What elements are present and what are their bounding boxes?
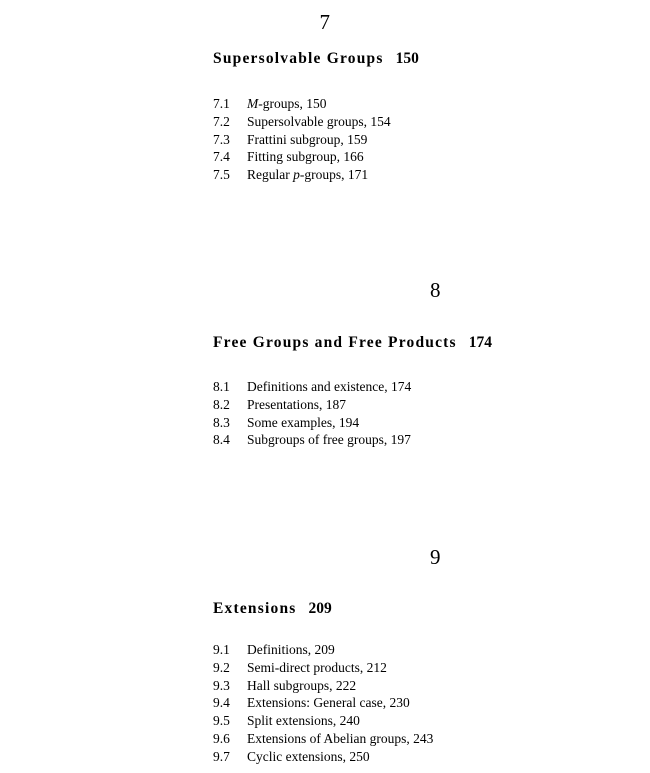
toc-list-7 — [213, 95, 391, 184]
toc-label-pre: Split extensions, 240 — [247, 713, 360, 729]
chapter-title-page-7: 150 — [395, 50, 419, 67]
toc-label-pre: Hall subgroups, 222 — [247, 677, 357, 693]
chapter-title-9 — [213, 600, 332, 618]
toc-label-pre: Some examples, 194 — [247, 414, 360, 430]
toc-label-pre: Semi-direct products, 212 — [247, 659, 387, 675]
toc-entry-label — [247, 659, 387, 677]
toc-entry-number: 9.1 — [213, 642, 230, 657]
toc-entry-label — [247, 396, 346, 414]
toc-label-post: -groups, 171 — [299, 167, 369, 183]
chapter-title-text-9: Extensions — [213, 600, 297, 617]
toc-list-9 — [213, 641, 433, 766]
toc-entry-label — [247, 431, 411, 449]
toc-entry-label — [247, 95, 327, 113]
toc-label-pre: Definitions, 209 — [247, 642, 335, 657]
toc-label-italic: M — [247, 96, 259, 111]
toc-entry-label — [247, 378, 411, 396]
toc-entry-number: 7.3 — [213, 131, 230, 147]
toc-entry-label — [247, 166, 368, 184]
list-item — [213, 378, 411, 396]
toc-entry-number: 7.4 — [213, 149, 230, 165]
list-item — [213, 748, 433, 766]
list-item — [213, 414, 411, 432]
toc-label-pre: Regular — [247, 167, 294, 183]
list-item — [213, 730, 433, 748]
toc-entry-label — [247, 730, 433, 748]
toc-entry-number: 9.7 — [213, 748, 230, 764]
toc-label-pre: Extensions: General case, 230 — [247, 695, 410, 711]
toc-entry-label — [247, 131, 367, 149]
toc-entry-label — [247, 414, 359, 432]
toc-label-pre: Supersolvable groups, 154 — [247, 113, 391, 129]
toc-entry-number: 8.2 — [213, 396, 230, 412]
list-item — [213, 431, 411, 449]
toc-label-pre: Subgroups of free groups, 197 — [247, 432, 411, 448]
toc-label-pre: Fitting subgroup, 166 — [247, 149, 364, 165]
chapter-title-page-8: 174 — [468, 334, 493, 351]
chapter-title-text-8: Free Groups and Free Products — [213, 334, 457, 351]
toc-entry-label — [247, 677, 356, 695]
chapter-title-page-9: 209 — [308, 600, 332, 617]
toc-entry-number: 9.2 — [213, 659, 230, 675]
chapter-number-9: 9 — [430, 545, 441, 569]
chapter-title-text-7: Supersolvable Groups — [213, 50, 384, 67]
list-item — [213, 95, 391, 113]
chapter-title-7 — [213, 50, 419, 68]
toc-entry-number: 9.5 — [213, 713, 230, 729]
list-item — [213, 641, 433, 659]
toc-entry-number: 8.1 — [213, 379, 230, 394]
toc-entry-number: 7.2 — [213, 113, 230, 129]
list-item — [213, 113, 391, 131]
toc-label-pre: Extensions of Abelian groups, 243 — [247, 731, 434, 747]
list-item — [213, 396, 411, 414]
toc-entry-number: 7.1 — [213, 96, 230, 111]
toc-entry-number: 8.3 — [213, 414, 230, 430]
toc-entry-label — [247, 641, 335, 659]
toc-entry-number: 9.3 — [213, 677, 230, 693]
chapter-title-8 — [213, 334, 492, 352]
toc-entry-number: 8.4 — [213, 432, 230, 448]
list-item — [213, 694, 433, 712]
chapter-number-8: 8 — [430, 278, 441, 302]
toc-entry-label — [247, 694, 410, 712]
toc-list-8 — [213, 378, 411, 449]
toc-entry-number: 7.5 — [213, 167, 230, 183]
toc-entry-number: 9.6 — [213, 731, 230, 747]
toc-label-post: -groups, 150 — [258, 96, 327, 111]
list-item — [213, 659, 433, 677]
chapter-number-7: 7 — [319, 10, 331, 34]
toc-entry-number: 9.4 — [213, 695, 230, 711]
toc-label-pre: Cyclic extensions, 250 — [247, 748, 370, 764]
toc-label-pre: Definitions and existence, 174 — [247, 379, 412, 394]
list-item — [213, 166, 391, 184]
list-item — [213, 712, 433, 730]
toc-entry-label — [247, 712, 360, 730]
list-item — [213, 148, 391, 166]
toc-entry-label — [247, 748, 370, 766]
toc-label-italic: p — [293, 167, 300, 183]
toc-entry-label — [247, 113, 391, 131]
toc-label-pre: Frattini subgroup, 159 — [247, 131, 368, 147]
list-item — [213, 131, 391, 149]
toc-entry-label — [247, 148, 364, 166]
list-item — [213, 677, 433, 695]
toc-label-pre: Presentations, 187 — [247, 396, 346, 412]
